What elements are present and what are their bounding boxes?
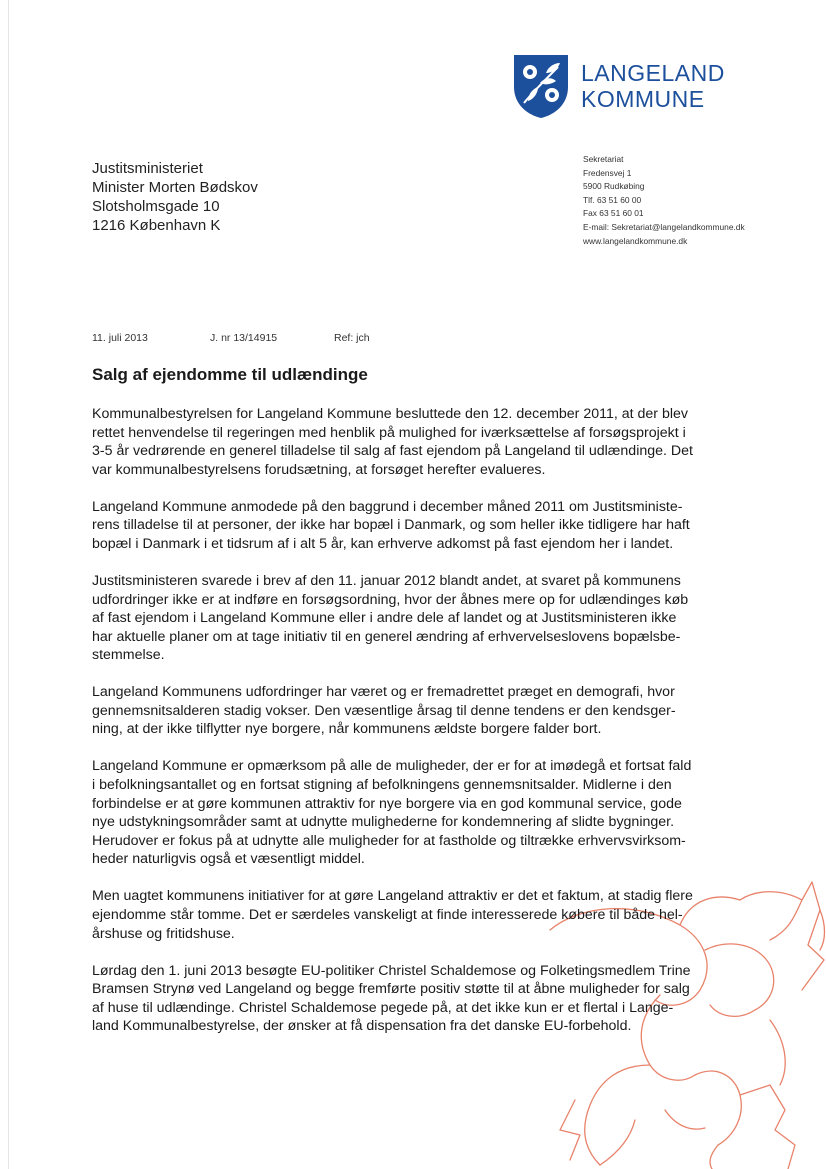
sender-line: 5900 Rudkøbing <box>583 181 645 192</box>
text-line: Herudover er fokus på at udnytte alle muligheder for at fastholde og tiltrække erhvervsvirksom- <box>92 832 686 849</box>
scan-edge-line <box>8 0 9 1169</box>
paragraph <box>92 498 752 554</box>
text-line: Bramsen Strynø ved Langeland og begge fremførte positiv støtte til at åbne muligheder for salg <box>92 981 690 998</box>
paragraph <box>92 405 752 479</box>
recipient-address <box>92 159 258 235</box>
text-line: ejendomme står tomme. Det er særdeles vanskeligt at finde interesserede købere til både hel- <box>92 907 683 924</box>
text-line: forbindelse er at gøre kommunen attraktiv for nye borgere via en god kommunal service, gode <box>92 795 682 812</box>
logo-wordmark <box>581 60 725 112</box>
sender-website: www.langelandkommune.dk <box>583 235 688 246</box>
sender-contact-block <box>583 153 745 248</box>
text-line: Langeland Kommune anmodede på den baggrund i december måned 2011 om Justitsministe- <box>92 498 683 515</box>
sender-line: Fredensvej 1 <box>583 167 632 178</box>
reference: Ref: jch <box>334 332 370 344</box>
logo-line-2: KOMMUNE <box>581 86 705 112</box>
text-line: Kommunalbestyrelsen for Langeland Kommune besluttede den 12. december 2011, at der blev <box>92 406 688 422</box>
text-line: Lørdag den 1. juni 2013 besøgte EU-politiker Christel Schaldemose og Folketingsmedlem Trine <box>92 962 691 979</box>
sender-line: Tlf. 63 51 60 00 <box>583 194 642 205</box>
recipient-line: Minister Morten Bødskov <box>92 179 258 196</box>
paragraph <box>92 572 752 665</box>
letter-body <box>92 405 752 1054</box>
sender-line: Sekretariat <box>583 154 624 164</box>
text-line: årshuse og fritidshuse. <box>92 925 235 942</box>
text-line: har aktuelle planer om at tage initiativ til en generel ændring af erhvervelseslovens bopælsbe- <box>92 628 681 645</box>
text-line: gennemsnitsalderen stadig vokser. Den væsentlige årsag til denne tendens er den kendsger- <box>92 702 676 719</box>
sender-email: E-mail: Sekretariat@langelandkommune.dk <box>583 221 745 232</box>
text-line: af fast ejendom i Langeland Kommune eller i andre dele af landet og at Justitsministeren ikke <box>92 610 677 627</box>
text-line: 3-5 år vedrørende en generel tilladelse til salg af fast ejendom på Langeland til udlændinge. Det <box>92 443 693 460</box>
langeland-coat-of-arms-icon <box>512 53 570 119</box>
text-line: Justitsministeren svarede i brev af den 11. januar 2012 blandt andet, at svaret på kommunens <box>92 572 681 589</box>
recipient-line: Slotsholmsgade 10 <box>92 198 220 215</box>
text-line: stemmelse. <box>92 647 165 664</box>
text-line: bopæl i Danmark i et tidsrum af i alt 5 år, kan erhverve adkomst på fast ejendom her i landet. <box>92 535 674 552</box>
letter-date: 11. juli 2013 <box>92 332 148 344</box>
text-line: var kommunalbestyrelsens forudsætning, at forsøget herefter evalueres. <box>92 461 546 478</box>
text-line: Langeland Kommune er opmærksom på alle de muligheder, der er for at imødegå et fortsat fald <box>92 758 692 775</box>
text-line: af huse til udlændinge. Christel Schaldemose pegede på, at det ikke kun er et flertal i Lange- <box>92 999 674 1016</box>
logo-line-1: LANGELAND <box>581 60 725 86</box>
paragraph <box>92 683 752 739</box>
text-line: Men uagtet kommunens initiativer for at gøre Langeland attraktiv er det et faktum, at stadig flere <box>92 888 693 905</box>
text-line: land Kommunalbestyrelse, der ønsker at få dispensation fra det danske EU-forbehold. <box>92 1018 632 1035</box>
journal-number: J. nr 13/14915 <box>210 332 278 344</box>
recipient-line: Justitsministeriet <box>92 160 203 177</box>
sender-line: Fax 63 51 60 01 <box>583 208 644 219</box>
paragraph <box>92 757 752 869</box>
text-line: ning, at der ikke tilflytter nye borgere, når kommunens ældste borgere falder bort. <box>92 721 602 738</box>
letter-title: Salg af ejendomme til udlændinge <box>92 365 368 384</box>
text-line: rettet henvendelse til regeringen med henblik på mulighed for iværksættelse af forsøgsprojekt i <box>92 424 686 441</box>
paragraph <box>92 962 752 1036</box>
text-line: rens tilladelse til at personer, der ikke har bopæl i Danmark, og som heller ikke tidligere har haft <box>92 517 690 534</box>
text-line: heder naturligvis også et væsentligt middel. <box>92 851 365 868</box>
text-line: nye udstykningsområder samt at udnytte mulighederne for kondemnering af slidte bygninger. <box>92 814 675 831</box>
text-line: i befolkningsantallet og en fortsat stigning af befolkningens gennemsnitsalder. Midlerne i den <box>92 777 672 794</box>
text-line: udfordringer ikke er at indføre en forsøgsordning, hvor der åbnes mere op for udlændinges køb <box>92 591 689 608</box>
paragraph <box>92 887 752 943</box>
recipient-line: 1216 København K <box>92 217 221 234</box>
text-line: Langeland Kommunens udfordringer har været og er fremadrettet præget en demografi, hvor <box>92 684 675 701</box>
